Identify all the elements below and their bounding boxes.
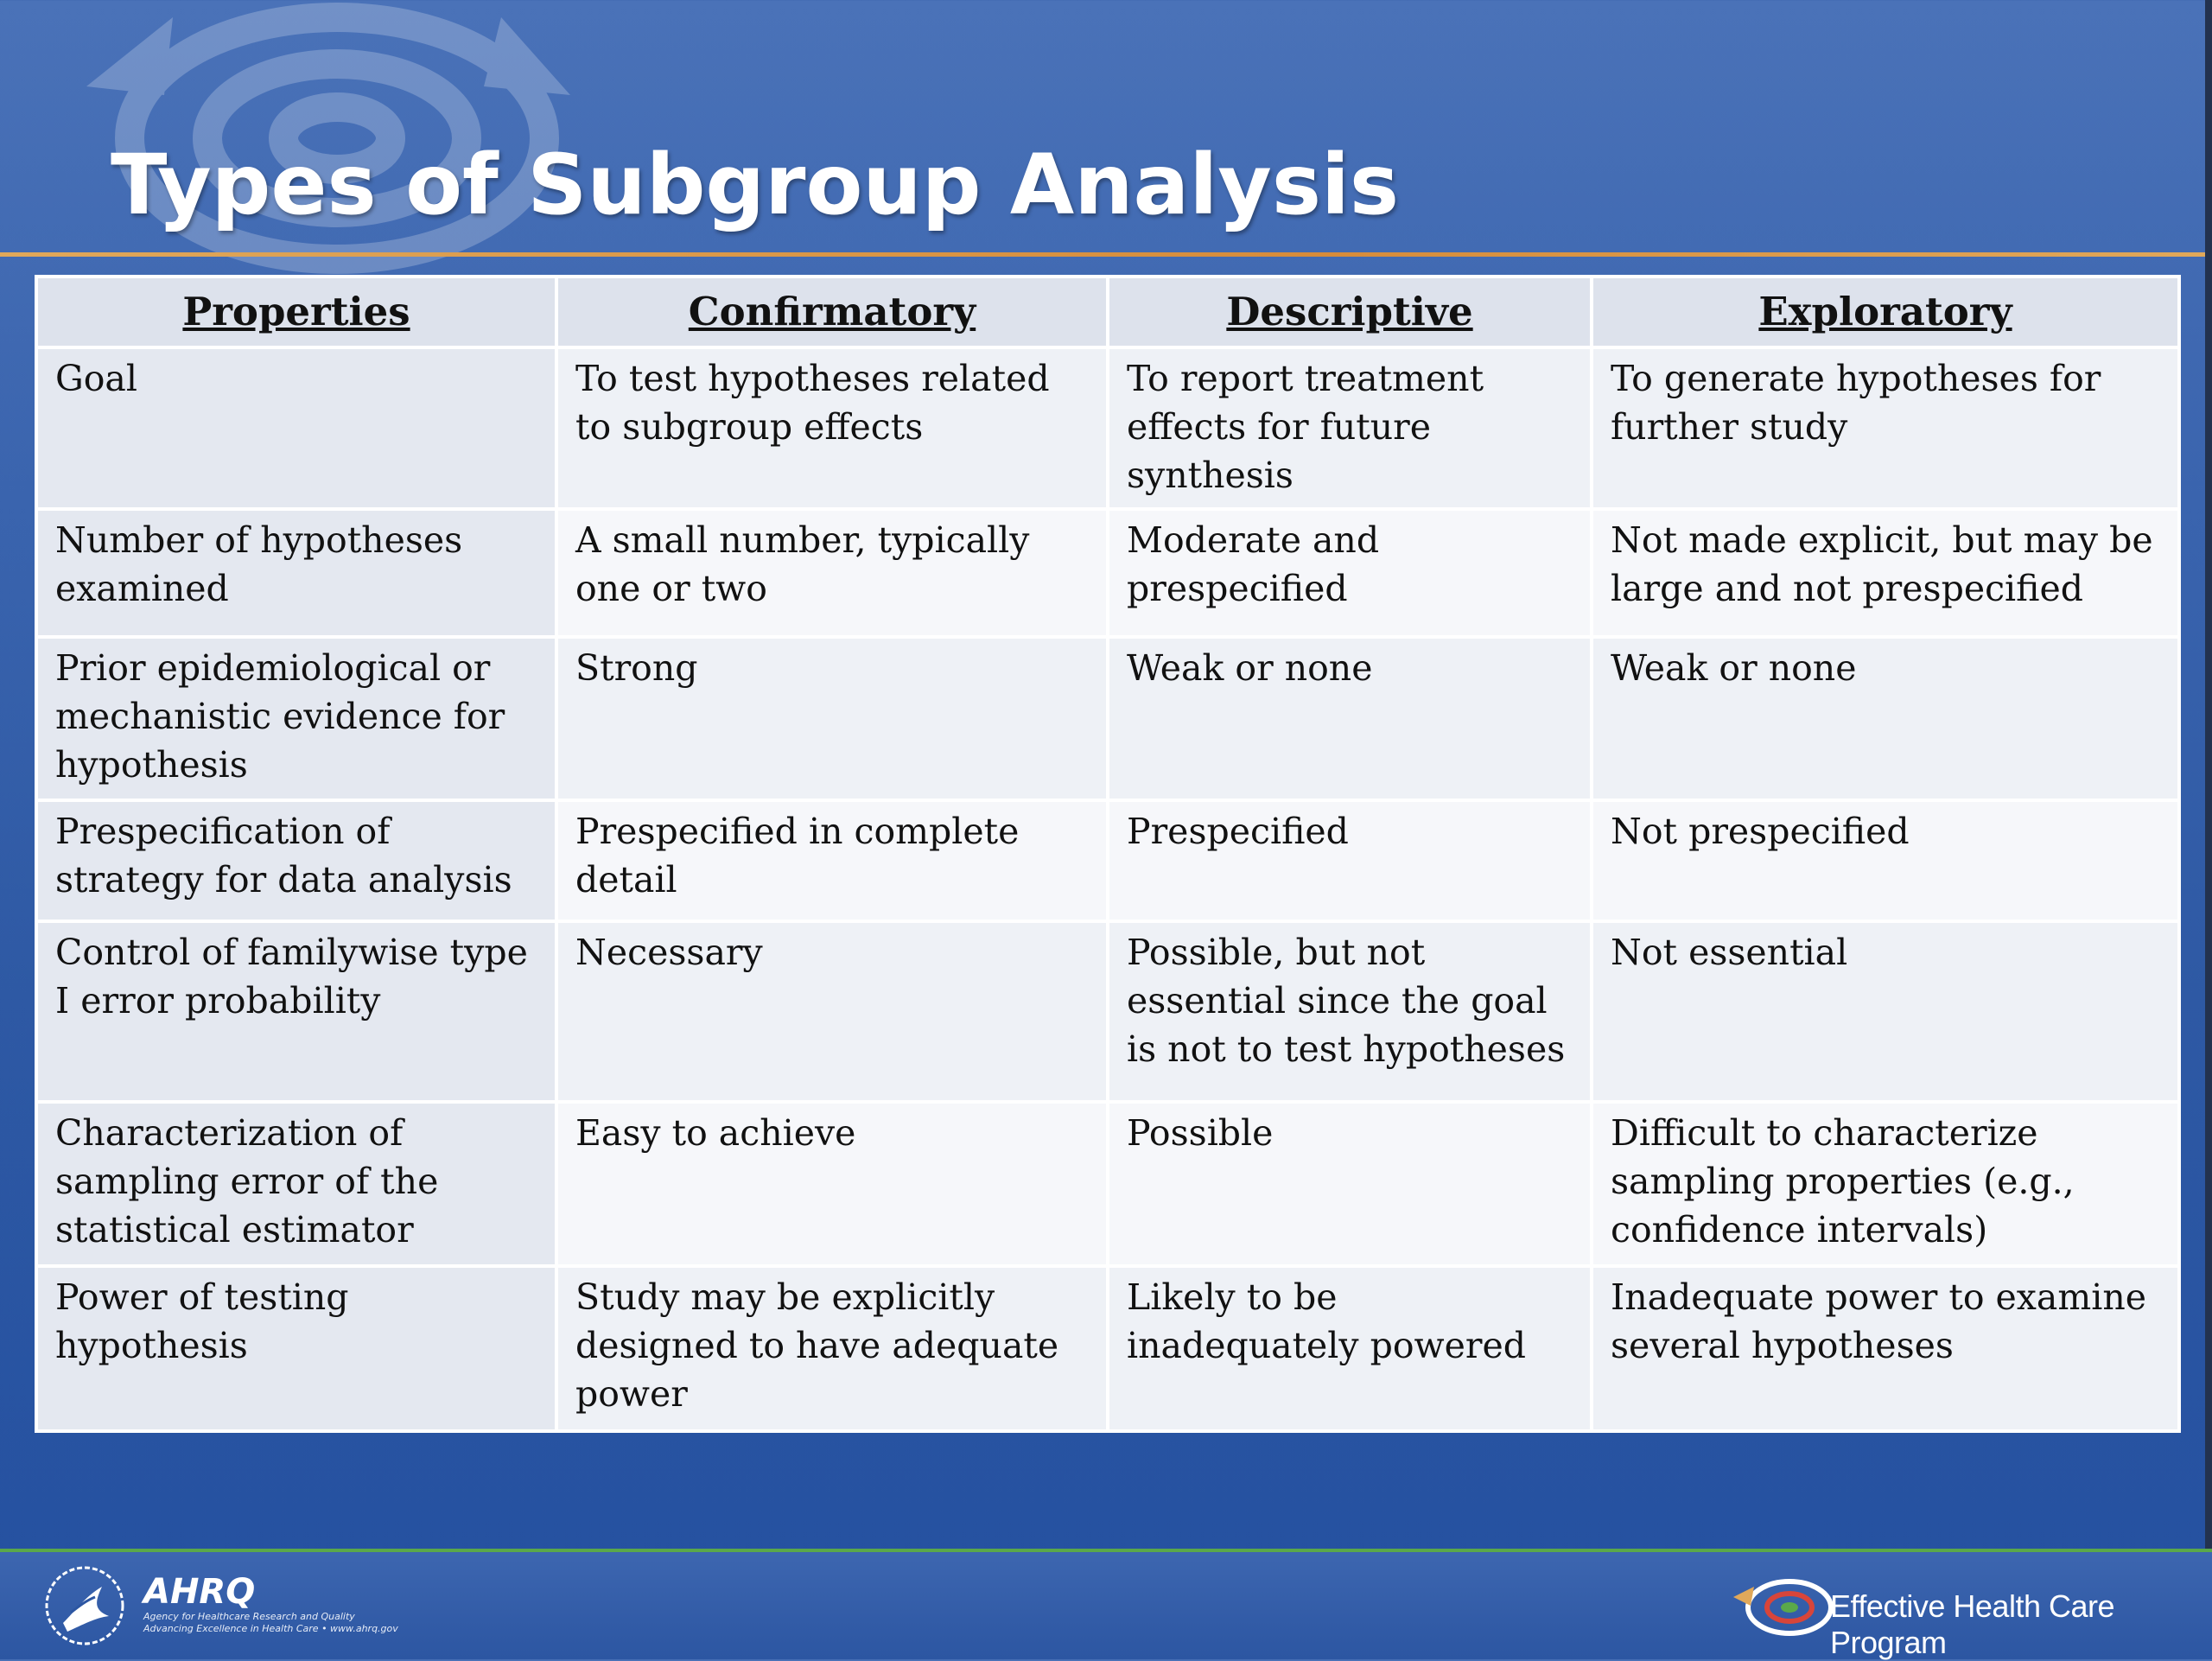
property-cell: Prespecification of strategy for data analysis — [36, 800, 556, 921]
subgroup-analysis-table — [35, 275, 2177, 1433]
descriptive-cell: Possible — [1108, 1102, 1592, 1267]
descriptive-cell: Possible, but not essential since the goal is not to test hypotheses — [1108, 921, 1592, 1102]
exploratory-cell: Not essential — [1592, 921, 2179, 1102]
header-descriptive: Descriptive — [1108, 277, 1592, 347]
descriptive-cell: To report treatment effects for future synthesis — [1108, 347, 1592, 509]
table-row-error-control — [36, 921, 2179, 1102]
header-row — [36, 277, 2179, 347]
ahrq-tagline-secondary: Advancing Excellence in Health Care • www.ahrq.gov — [143, 1623, 398, 1634]
table-row-power — [36, 1266, 2179, 1431]
property-cell: Characterization of sampling error of the statistical estimator — [36, 1102, 556, 1267]
property-cell: Power of testing hypothesis — [36, 1266, 556, 1431]
exploratory-cell: To generate hypotheses for further study — [1592, 347, 2179, 509]
property-cell: Goal — [36, 347, 556, 509]
property-cell: Control of familywise type I error probability — [36, 921, 556, 1102]
exploratory-cell: Not prespecified — [1592, 800, 2179, 921]
title-divider — [0, 252, 2205, 257]
table-row-number-of-hypotheses — [36, 509, 2179, 637]
confirmatory-cell: Study may be explicitly designed to have adequate power — [556, 1266, 1108, 1431]
effective-health-care-swirl-icon — [1725, 1571, 1837, 1640]
confirmatory-cell: To test hypotheses related to subgroup effects — [556, 347, 1108, 509]
comparison-table — [35, 275, 2181, 1433]
confirmatory-cell: Strong — [556, 637, 1108, 800]
property-cell: Number of hypotheses examined — [36, 509, 556, 637]
slide-title: Types of Subgroup Analysis — [111, 137, 1399, 233]
descriptive-cell: Weak or none — [1108, 637, 1592, 800]
exploratory-cell: Inadequate power to examine several hypotheses — [1592, 1266, 2179, 1431]
exploratory-cell: Not made explicit, but may be large and not prespecified — [1592, 509, 2179, 637]
exploratory-cell: Difficult to characterize sampling properties (e.g., confidence intervals) — [1592, 1102, 2179, 1267]
property-cell: Prior epidemiological or mechanistic evidence for hypothesis — [36, 637, 556, 800]
header-properties: Properties — [36, 277, 556, 347]
descriptive-cell: Likely to be inadequately powered — [1108, 1266, 1592, 1431]
confirmatory-cell: Prespecified in complete detail — [556, 800, 1108, 921]
ahrq-logo — [143, 1573, 398, 1635]
effective-health-care-program-wordmark: Effective Health Care Program — [1830, 1588, 2115, 1660]
confirmatory-cell: Easy to achieve — [556, 1102, 1108, 1267]
header-confirmatory: Confirmatory — [556, 277, 1108, 347]
table-row-sampling-error — [36, 1102, 2179, 1267]
confirmatory-cell: Necessary — [556, 921, 1108, 1102]
ahrq-tagline: Agency for Healthcare Research and Quality — [143, 1611, 355, 1622]
descriptive-cell: Moderate and prespecified — [1108, 509, 1592, 637]
header-exploratory: Exploratory — [1592, 277, 2179, 347]
exploratory-cell: Weak or none — [1592, 637, 2179, 800]
descriptive-cell: Prespecified — [1108, 800, 1592, 921]
hhs-eagle-logo-icon — [41, 1562, 137, 1649]
table-row-prior-evidence — [36, 637, 2179, 800]
table-row-goal — [36, 347, 2179, 509]
ahrq-wordmark: AHRQ — [143, 1572, 256, 1612]
slide-edge — [2205, 0, 2212, 1659]
confirmatory-cell: A small number, typically one or two — [556, 509, 1108, 637]
table-row-prespecification — [36, 800, 2179, 921]
